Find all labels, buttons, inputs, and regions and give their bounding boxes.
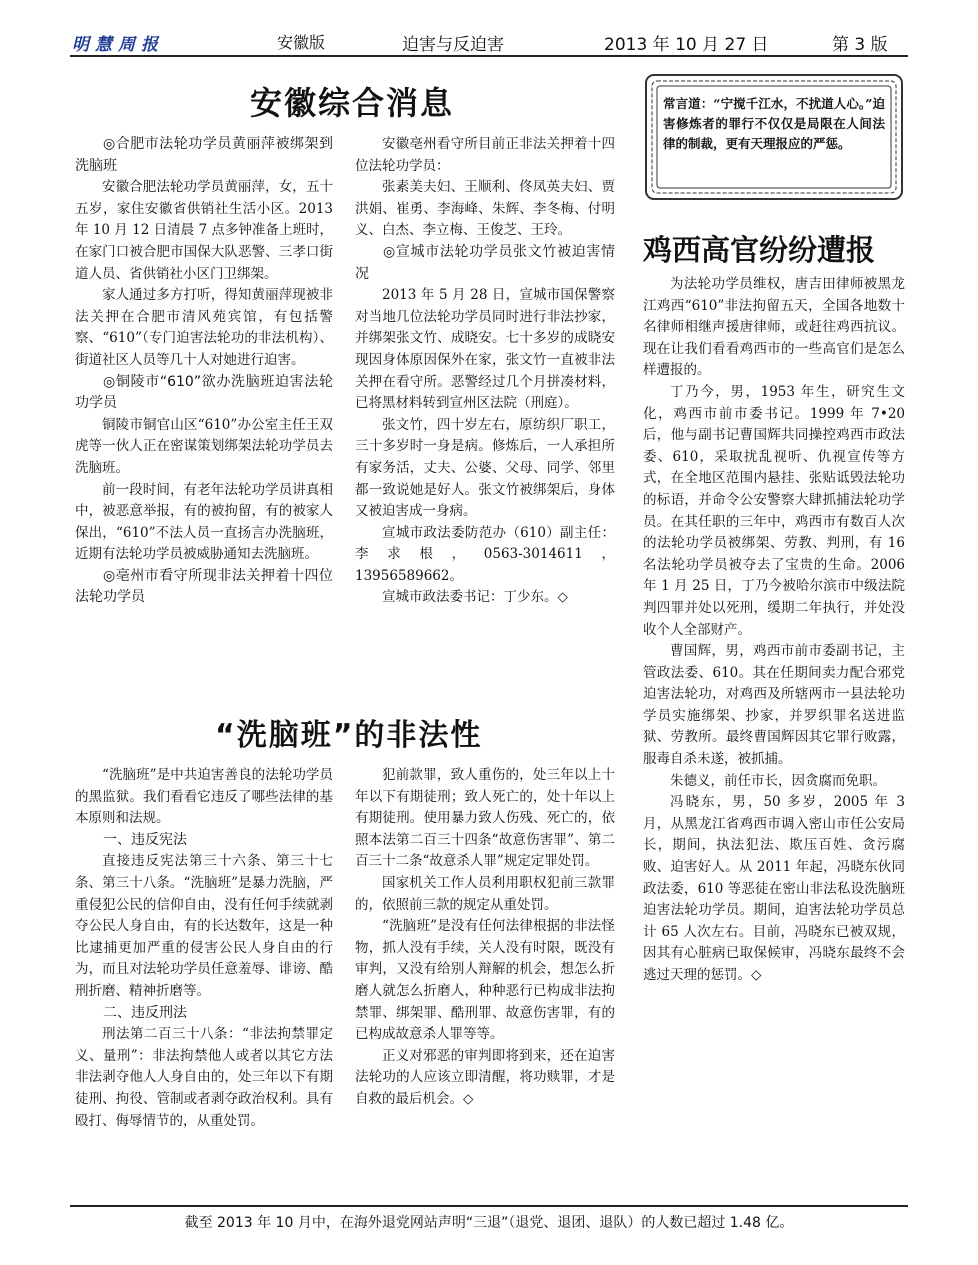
header-rule [70,55,908,57]
section-label: 迫害与反迫害 [402,35,504,55]
article2-column-2 [355,765,615,1111]
issue-date: 2013 年 10 月 27 日 [604,35,769,55]
subheading: 一、违反宪法 [103,831,187,848]
edition-label: 安徽版 [277,33,326,52]
paragraph: 冯晓东，男，50 多岁，2005 年 3 月，从黑龙江省鸡西市调入密山市任公安局长，期间，执法犯法、欺压百姓、贪污腐败、迫害好人。从 2011 年起，冯晓东伙同政法委，610 等恶徒在密山非法私设洗脑班迫害法轮功学员。期间，迫害法轮功学员总计 65 人次左右。目前，冯晓东已被双规，因其有心脏病已取保候审，冯晓东最终不会逃过天理的惩罚。◇ [643,794,905,983]
paragraph: 张素美夫妇、王顺利、佟凤英夫妇、贾洪娟、崔勇、李海峰、朱辉、李冬梅、付明义、白杰、李立梅、王俊芝、王玲。 [355,179,615,239]
article2-column-1 [75,765,333,1132]
paragraph: 刑法第二百三十八条：“非法拘禁罪定义、量刑”：非法拘禁他人或者以其它方法非法剥夺他人人身自由的，处三年以下有期徒刑、拘役、管制或者剥夺政治权利。具有殴打、侮辱情节的，从重处罚。 [75,1026,333,1129]
paragraph: 铜陵市铜官山区“610”办公室主任王双虎等一伙人正在密谋策划绑架法轮功学员去洗脑班。 [75,416,333,476]
paragraph: 为法轮功学员维权，唐吉田律师被黑龙江鸡西“610”非法拘留五天，全国各地数十名律师相继声援唐律师，或赶往鸡西抗议。现在让我们看看鸡西市的一些高官们是怎么样遭报的。 [643,276,905,379]
subheading: ◎铜陵市“610”欲办洗脑班迫害法轮功学员 [75,373,333,412]
footer-rule [70,1205,908,1207]
paragraph: 安徽亳州看守所目前正非法关押着十四位法轮功学员： [355,136,615,174]
paragraph: 直接违反宪法第三十六条、第三十七条、第三十八条。“洗脑班”是暴力洗脑，严重侵犯公民的信仰自由，没有任何手续就剥夺公民人身自由，有的长达数年，这是一种比逮捕更加严重的侵害公民人身自由的行为，而且对法轮功学员任意羞辱、诽谤、酷刑折磨、精神折磨等。 [75,853,333,999]
subheading: ◎亳州市看守所现非法关押着十四位法轮功学员 [75,567,333,606]
article1-column-1 [75,134,333,609]
subheading: 二、违反刑法 [103,1004,187,1021]
subheading: ◎宣城市法轮功学员张文竹被迫害情况 [355,243,615,282]
paragraph: 国家机关工作人员利用职权犯前三款罪的，依照前三款的规定从重处罚。 [355,874,615,913]
quote-text: 常言道：“宁搅千江水，不扰道人心。”迫害修炼者的罪行不仅仅是局限在人间法律的制裁，更有天理报应的严惩。 [663,96,885,151]
paragraph: 正义对邪恶的审判即将到来，还在迫害法轮功的人应该立即清醒，将功赎罪，才是自救的最后机会。◇ [355,1047,615,1107]
paragraph: “洗脑班”是没有任何法律根据的非法怪物，抓人没有手续，关人没有时限，既没有审判，又没有给别人辩解的机会，想怎么折磨人就怎么折磨人，种种恶行已构成非法拘禁罪、绑架罪、酷刑罪、故意伤害罪，有的已构成故意杀人罪等等。 [355,918,615,1043]
page-number: 第 3 版 [832,35,888,55]
masthead-brand: 明慧周报 [72,35,164,55]
paragraph: 犯前款罪，致人重伤的，处三年以上十年以下有期徒刑；致人死亡的，处十年以上有期徒刑。使用暴力致人伤残、死亡的，依照本法第二百三十四条“故意伤害罪”、第二百三十二条“故意杀人罪”规定定罪处罚。 [355,767,615,870]
paragraph: 朱德义，前任市长，因贪腐而免职。 [670,772,886,789]
paragraph: 宣城市政法委书记：丁少东。◇ [382,589,568,606]
paragraph: 曹国辉，男，鸡西市前市委副书记，主管政法委、610。其在任期间卖力配合邪党迫害法轮功，对鸡西及所辖两市一县法轮功学员实施绑架、抄家，并罗织罪名送进监狱、劳教所。最终曹国辉因其它罪行败露，服毒自杀未遂，被抓捕。 [643,643,905,768]
subheading: ◎合肥市法轮功学员黄丽萍被绑架到洗脑班 [75,136,333,174]
article3-column [643,274,905,987]
paragraph: 安徽合肥法轮功学员黄丽萍，女，五十五岁，家住安徽省供销社生活小区。2013 年 10 月 12 日清晨 7 点多钟准备上班时，在家门口被合肥市国保大队恶警、三孝口街道人员、省供销社小区门卫绑架。 [75,179,333,282]
article1-title: 安徽综合消息 [250,84,455,122]
paragraph: 2013 年 5 月 28 日，宣城市国保警察对当地几位法轮功学员同时进行非法抄家，并绑架张文竹、成晓安。七十多岁的成晓安现因身体原因保外在家，张文竹一直被非法关押在看守所。恶警经过几个月拼凑材料，已将黑材料转到宣州区法院（刑庭）。 [355,287,615,412]
paragraph: 丁乃今，男，1953 年生，研究生文化，鸡西市前市委书记。1999 年 7•20 后，他与副书记曹国辉共同操控鸡西市政法委、610，采取扰乱视听、仇视宣传等方式，在全地区范围内悬挂、张贴诋毁法轮功的标语，并命令公安警察大肆抓捕法轮功学员。在其任职的三年中，鸡西市有数百人次的法轮功学员被绑架、劳教、判刑，有 16 名法轮功学员被夺去了宝贵的生命。2006 年 1 月 25 日，丁乃今被哈尔滨市中级法院判四罪并处以死刑，缓期二年执行，并处没收个人全部财产。 [643,383,905,638]
paragraph: “洗脑班”是中共迫害善良的法轮功学员的黑监狱。我们看看它违反了哪些法律的基本原则和法规。 [75,767,333,827]
footer-note: 截至 2013 年 10 月中，在海外退党网站声明“三退”（退党、退团、退队）的人数已超过 1.48 亿。 [184,1215,794,1231]
paragraph: 张文竹，四十岁左右，原纺织厂职工，三十多岁时一身是病。修炼后，一人承担所有家务活，丈夫、公婆、父母、同学、邻里都一致说她是好人。张文竹被绑架后，身体又被迫害成一身病。 [355,416,615,520]
page-header [72,30,906,54]
article3-title: 鸡西高官纷纷遭报 [643,233,876,267]
quote-box [643,72,905,202]
article1-column-2 [355,134,615,609]
article2-title: “洗脑班”的非法性 [215,718,483,753]
paragraph: 前一段时间，有老年法轮功学员讲真相中，被恶意举报，有的被拘留，有的被家人保出，“610”不法人员一直扬言办洗脑班，近期有法轮功学员被威胁通知去洗脑班。 [75,481,333,563]
paragraph: 宣城市政法委防范办（610）副主任：李求根，0563-3014611，13956589662。 [355,524,615,584]
paragraph: 家人通过多方打听，得知黄丽萍现被非法关押在合肥市清风苑宾馆，有包括警察、“610”（专门迫害法轮功的非法机构）、街道社区人员等几十人对她进行迫害。 [75,287,333,368]
